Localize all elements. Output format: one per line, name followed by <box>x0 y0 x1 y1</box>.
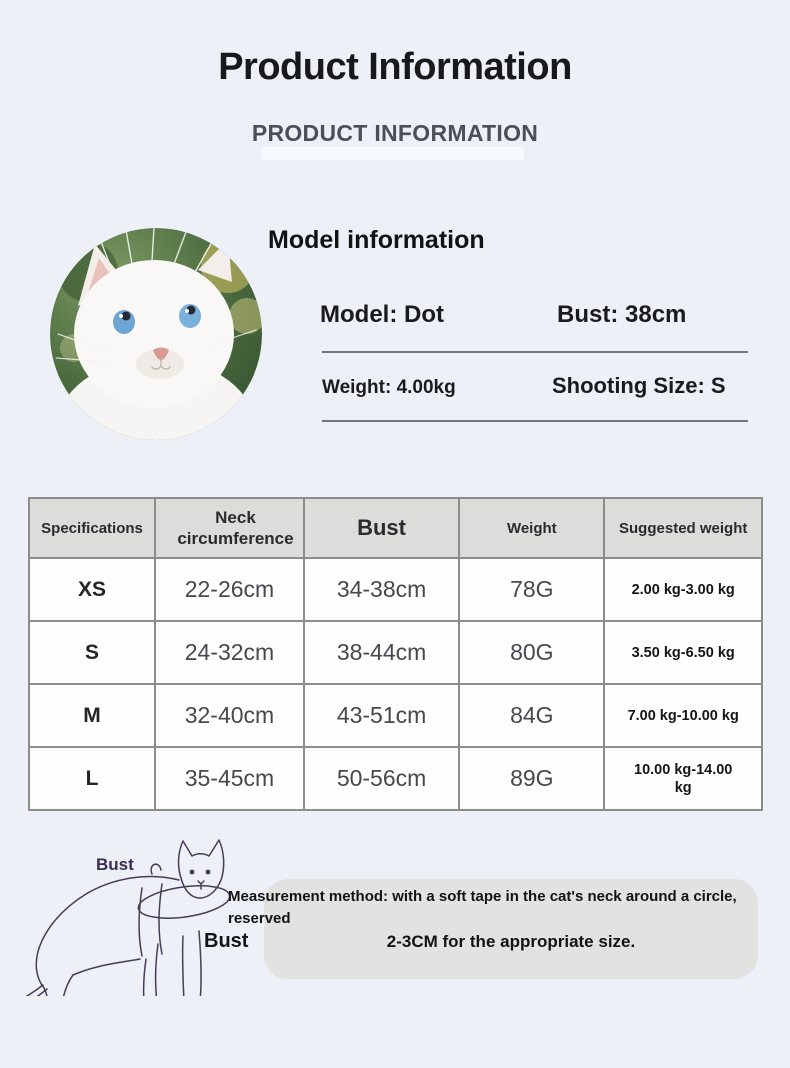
divider-line <box>322 420 748 422</box>
cell-size: M <box>29 684 155 747</box>
cell-suggested-weight <box>604 684 762 747</box>
suggested-weight-value: 2.00 kg-3.00 kg <box>631 581 735 598</box>
note-line-3: 2-3CM for the appropriate size. <box>386 932 636 951</box>
suggested-weight-value: 10.00 kg-14.00 kg <box>634 761 733 796</box>
white-cat-photo-illustration <box>50 228 262 440</box>
cell-weight: 80G <box>459 621 604 684</box>
column-header-suggested-weight: Suggested weight <box>604 498 762 558</box>
divider-line <box>322 351 748 353</box>
size-table <box>28 497 763 811</box>
column-header-bust: Bust <box>304 498 459 558</box>
model-name-field: Model: Dot <box>320 301 444 328</box>
table-header-row <box>29 498 762 558</box>
cell-suggested-weight <box>604 747 762 810</box>
cell-suggested-weight <box>604 621 762 684</box>
suggested-weight-value: 7.00 kg-10.00 kg <box>627 707 739 724</box>
column-header-neck-circumference: Neck circumference <box>155 498 304 558</box>
column-header-specifications: Specifications <box>29 498 155 558</box>
cell-neck: 32-40cm <box>155 684 304 747</box>
table-row-m <box>29 684 762 747</box>
table-row-l <box>29 747 762 810</box>
cell-weight: 78G <box>459 558 604 621</box>
note-line-1: Measurement method: with a soft tape in the cat's neck around a circle, <box>228 888 737 905</box>
page-subtitle: PRODUCT INFORMATION <box>251 120 539 146</box>
cell-size: S <box>29 621 155 684</box>
table-row-xs <box>29 558 762 621</box>
model-photo <box>50 228 262 440</box>
cell-bust: 34-38cm <box>304 558 459 621</box>
model-bust-field: Bust: 38cm <box>557 301 687 328</box>
cell-weight: 89G <box>459 747 604 810</box>
cell-neck: 22-26cm <box>155 558 304 621</box>
table-row-s <box>29 621 762 684</box>
model-information-heading: Model information <box>268 226 485 254</box>
cell-size: L <box>29 747 155 810</box>
column-header-weight: Weight <box>459 498 604 558</box>
note-line-2: reserved <box>228 910 291 927</box>
suggested-weight-value: 3.50 kg-6.50 kg <box>631 644 735 661</box>
cell-bust: 50-56cm <box>304 747 459 810</box>
bust-label-top: Bust <box>96 855 134 874</box>
cell-size: XS <box>29 558 155 621</box>
subtitle-underline <box>262 147 524 160</box>
cell-bust: 38-44cm <box>304 621 459 684</box>
bust-label-bottom: Bust <box>204 930 249 952</box>
measurement-note-text <box>228 886 768 930</box>
cell-weight: 84G <box>459 684 604 747</box>
model-shooting-size-field: Shooting Size: S <box>552 373 726 398</box>
cell-neck: 35-45cm <box>155 747 304 810</box>
cell-suggested-weight <box>604 558 762 621</box>
page-title: Product Information <box>218 46 572 88</box>
model-weight-field: Weight: 4.00kg <box>322 377 456 398</box>
cell-bust: 43-51cm <box>304 684 459 747</box>
cell-neck: 24-32cm <box>155 621 304 684</box>
